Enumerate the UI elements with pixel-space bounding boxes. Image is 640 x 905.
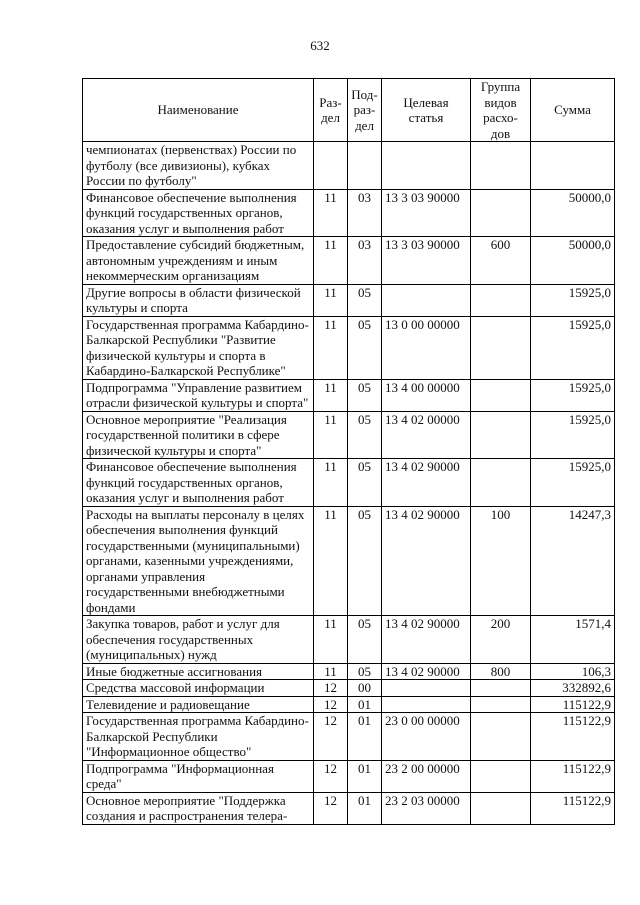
table-header [83,79,615,142]
table-row [83,142,615,190]
row-target-article: 13 3 03 90000 [382,237,471,285]
header-expense-group: Группа видов расхо- дов [471,79,531,142]
row-target-article: 13 4 02 90000 [382,459,471,507]
row-amount: 115122,9 [531,760,615,792]
row-subsection: 05 [348,663,382,680]
row-name: чемпионатах (первенствах) России по футболу (все дивизионы), кубках России по футболу" [83,142,314,190]
row-amount: 106,3 [531,663,615,680]
row-name: Государственная программа Кабардино-Балкарской Республики "Информационное общество" [83,713,314,761]
row-subsection: 03 [348,237,382,285]
row-target-article: 13 4 02 90000 [382,506,471,616]
header-row [83,79,615,142]
row-subsection: 01 [348,696,382,713]
header-subsection: Под- раз- дел [348,79,382,142]
row-name: Средства массовой информации [83,680,314,697]
page-number: 632 [310,38,330,53]
row-expense-group [471,459,531,507]
row-section [314,142,348,190]
row-name: Основное мероприятие "Поддержка создания и распространения телера- [83,792,314,824]
row-target-article: 13 0 00 00000 [382,316,471,379]
row-name: Иные бюджетные ассигнования [83,663,314,680]
table-body [83,142,615,825]
row-section: 11 [314,663,348,680]
row-target-article: 23 0 00 00000 [382,713,471,761]
table-row [83,284,615,316]
row-expense-group [471,696,531,713]
row-target-article [382,680,471,697]
row-amount: 50000,0 [531,237,615,285]
row-subsection: 05 [348,616,382,664]
row-expense-group [471,792,531,824]
row-expense-group [471,142,531,190]
row-expense-group: 200 [471,616,531,664]
row-amount: 332892,6 [531,680,615,697]
row-name: Государственная программа Кабардино-Балкарской Республики "Развитие физической культуры и спорта в Кабардино-Балкарской Республике" [83,316,314,379]
row-name: Закупка товаров, работ и услуг для обеспечения государственных (муниципальных) нужд [83,616,314,664]
row-subsection: 05 [348,459,382,507]
table-row [83,792,615,824]
header-section: Раз- дел [314,79,348,142]
row-amount: 15925,0 [531,284,615,316]
row-target-article: 23 2 03 00000 [382,792,471,824]
table-row [83,237,615,285]
row-section: 12 [314,792,348,824]
row-target-article: 13 4 00 00000 [382,379,471,411]
row-subsection: 03 [348,189,382,237]
table-row [83,189,615,237]
row-expense-group [471,379,531,411]
row-target-article: 13 4 02 90000 [382,663,471,680]
row-target-article [382,696,471,713]
row-expense-group [471,760,531,792]
row-subsection: 01 [348,760,382,792]
table-row [83,459,615,507]
row-section: 11 [314,459,348,507]
row-section: 11 [314,189,348,237]
row-name: Телевидение и радиовещание [83,696,314,713]
row-target-article [382,142,471,190]
row-expense-group [471,713,531,761]
row-target-article: 13 4 02 90000 [382,616,471,664]
header-amount: Сумма [531,79,615,142]
row-section: 12 [314,713,348,761]
row-amount: 115122,9 [531,792,615,824]
row-amount: 50000,0 [531,189,615,237]
row-amount: 14247,3 [531,506,615,616]
row-expense-group: 800 [471,663,531,680]
row-subsection: 05 [348,284,382,316]
row-expense-group: 100 [471,506,531,616]
row-name: Подпрограмма "Управление развитием отрасли физической культуры и спорта" [83,379,314,411]
row-section: 11 [314,237,348,285]
row-expense-group [471,411,531,459]
table-row [83,696,615,713]
row-subsection: 00 [348,680,382,697]
row-subsection: 05 [348,316,382,379]
table-row [83,760,615,792]
row-section: 11 [314,506,348,616]
row-expense-group: 600 [471,237,531,285]
row-target-article: 23 2 00 00000 [382,760,471,792]
row-expense-group [471,189,531,237]
table-row [83,616,615,664]
row-target-article [382,284,471,316]
table-row [83,411,615,459]
row-subsection: 05 [348,411,382,459]
row-section: 12 [314,760,348,792]
row-amount: 15925,0 [531,316,615,379]
row-amount: 15925,0 [531,459,615,507]
row-name: Другие вопросы в области физической культуры и спорта [83,284,314,316]
row-target-article: 13 3 03 90000 [382,189,471,237]
row-name: Финансовое обеспечение выполнения функций государственных органов, оказания услуг и выполнения работ [83,189,314,237]
row-section: 12 [314,696,348,713]
header-target-article: Целевая статья [382,79,471,142]
row-amount: 115122,9 [531,696,615,713]
table-row [83,680,615,697]
row-subsection: 01 [348,792,382,824]
row-section: 12 [314,680,348,697]
row-name: Предоставление субсидий бюджетным, автономным учреждениям и иным некоммерческим организациям [83,237,314,285]
row-amount: 15925,0 [531,411,615,459]
table-row [83,379,615,411]
row-amount: 1571,4 [531,616,615,664]
row-subsection: 05 [348,379,382,411]
header-name: Наименование [83,79,314,142]
row-name: Основное мероприятие "Реализация государственной политики в сфере физической культуры и спорта" [83,411,314,459]
table-row [83,506,615,616]
row-section: 11 [314,379,348,411]
row-target-article: 13 4 02 00000 [382,411,471,459]
row-expense-group [471,284,531,316]
row-section: 11 [314,316,348,379]
row-section: 11 [314,284,348,316]
row-expense-group [471,316,531,379]
row-amount: 115122,9 [531,713,615,761]
budget-table [82,78,615,825]
row-name: Расходы на выплаты персоналу в целях обеспечения выполнения функций государственными (муниципальными) органами, казенными учреждениями, органами управления государственными внебюджетными фондами [83,506,314,616]
row-subsection [348,142,382,190]
row-name: Подпрограмма "Информационная среда" [83,760,314,792]
row-expense-group [471,680,531,697]
row-section: 11 [314,411,348,459]
table-row [83,316,615,379]
row-name: Финансовое обеспечение выполнения функций государственных органов, оказания услуг и выполнения работ [83,459,314,507]
table-row [83,713,615,761]
row-subsection: 05 [348,506,382,616]
row-amount [531,142,615,190]
table-row [83,663,615,680]
row-amount: 15925,0 [531,379,615,411]
row-section: 11 [314,616,348,664]
row-subsection: 01 [348,713,382,761]
